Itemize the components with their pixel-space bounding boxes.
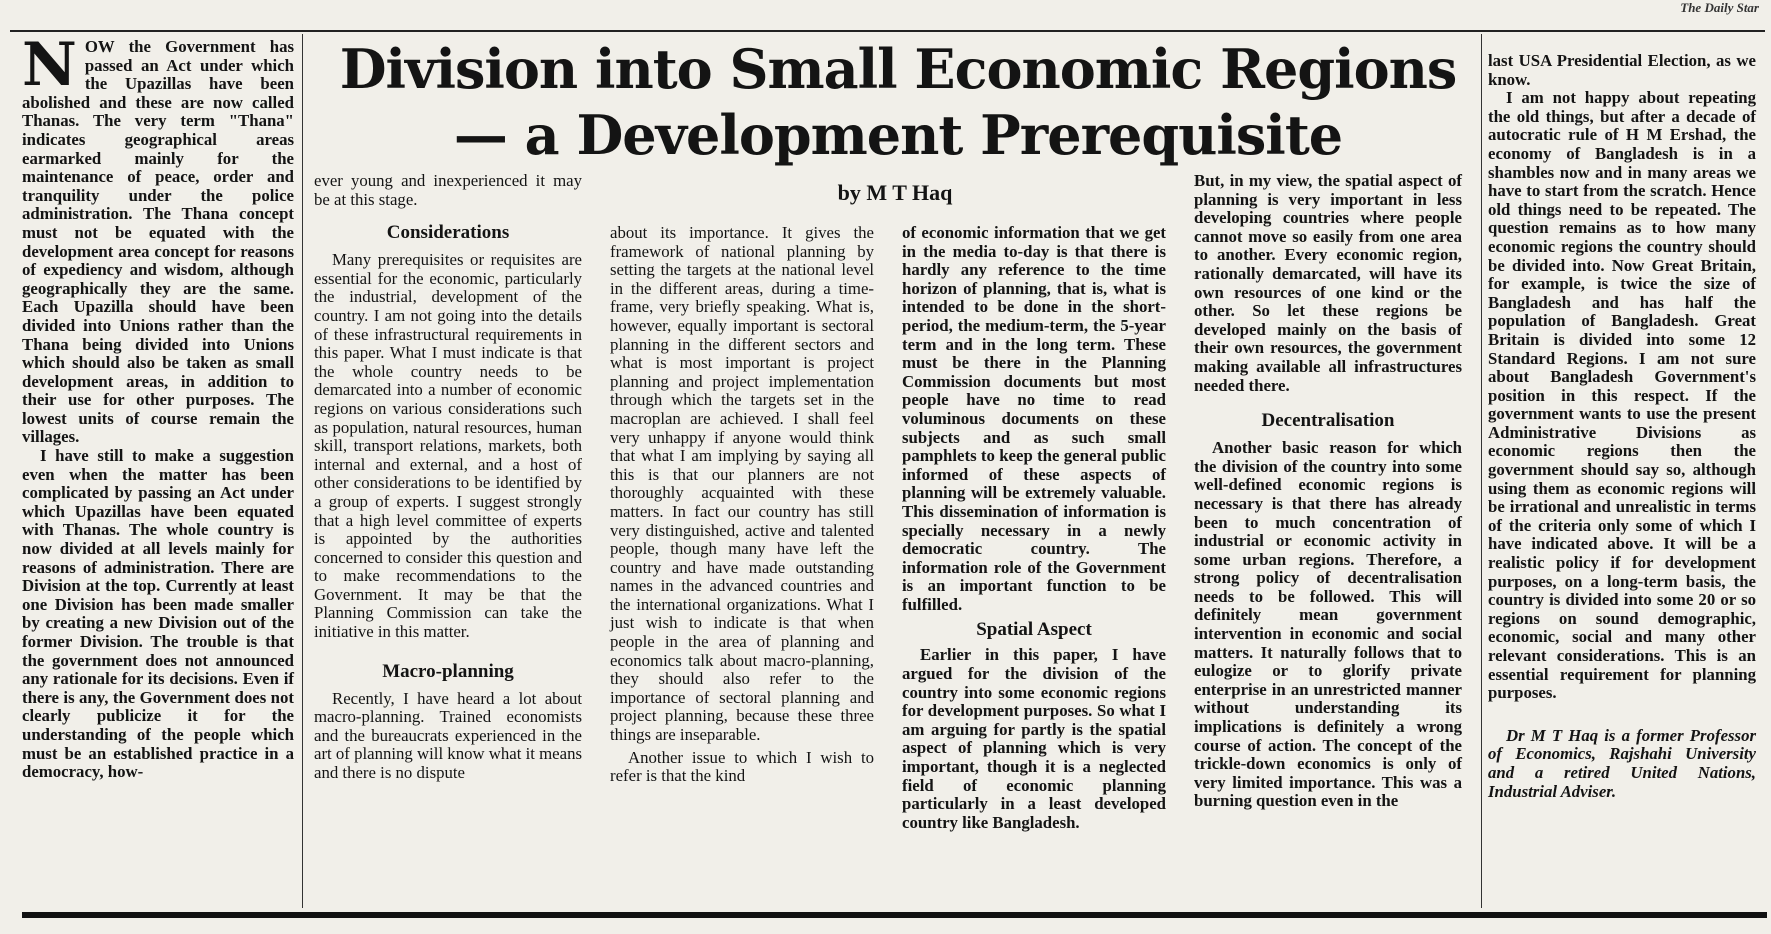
- paragraph: Another issue to which I wish to refer is that the kind: [610, 747, 874, 786]
- article-column-4: [902, 224, 1166, 832]
- byline: by M T Haq: [837, 180, 953, 205]
- article-column-5: [1194, 172, 1462, 811]
- paragraph: Recently, I have heard a lot about macro-planning. Trained economists and the bureaucrats experienced in the art of planning will know what it means and there is no dispute: [314, 688, 582, 783]
- headline-line-1: Division into Small Economic Regions: [339, 37, 1457, 101]
- column-divider: [1481, 34, 1482, 908]
- paragraph: of economic information that we get in the media to-day is that there is hardly any reference to the time horizon of planning, that is, what is intended to be done in the short-period, the medium-term, the 5-year term and in the long term. These must be there in the Planning Commission documents but most people have no time to read voluminous documents on these subjects and as such small pamphlets to keep the general public informed of these aspects of planning will be extremely valuable. This dissemination of information is specially necessary in a newly democratic country. The information role of the Government is an important function to be fulfilled.: [902, 223, 1166, 614]
- headline: [318, 36, 1478, 168]
- paragraph: ever young and inexperienced it may be at this stage.: [314, 171, 582, 209]
- article-column-3: [610, 224, 874, 786]
- article-column-2: [314, 172, 582, 783]
- masthead: The Daily Star: [1680, 0, 1759, 15]
- column-divider: [302, 34, 303, 908]
- subheading-decentralisation: Decentralisation: [1261, 410, 1395, 432]
- subheading-considerations: Considerations: [386, 222, 510, 244]
- paragraph: But, in my view, the spatial aspect of planning is very important in less developing countries where people cannot move so easily from one area to another. Every economic region, rationally demarcated, will have its own resources of one kind or the other. So let these regions be developed mainly on the basis of their own resources, the government making available all infrastructures needed there.: [1194, 171, 1462, 395]
- paragraph: about its importance. It gives the framework of national planning by setting the targets at the national level in the different areas, during a time-frame, very briefly speaking. What is, however, equally important is sectoral planning in the different sectors and what is most important is project planning and project implementation through which the targets set in the macroplan are achieved. I shall feel very unhappy if anyone would think that what I am implying by saying all this is that our planners are not thoroughly acquainted with these matters. In fact our country has still very distinguished, active and talented people, though many have left the country and have made outstanding names in the advanced countries and the international organizations. What I just wish to indicate is that when people in the area of planning and economics talk about macro-planning, they should also refer to the importance of sectoral planning and project planning, because these three things are inseparable.: [610, 223, 874, 745]
- paragraph: Another basic reason for which the division of the country into some well-defined economic regions is necessary is that there has already been to much concentration of industrial or economic activity in some urban regions. Therefore, a strong policy of decentralisation needs to be followed. This will definitely mean government intervention in economic and social matters. It naturally follows that to eulogize or to glorify private enterprise in an unrestricted manner without understanding its implications is definitely a wrong course of action. The concept of the trickle-down economics is only of very limited importance. This was a burning question even in the: [1194, 438, 1462, 811]
- drop-cap: N: [22, 30, 77, 100]
- paragraph: I have still to make a suggestion even when the matter has been complicated by passing an Act under which Upazillas have been equated with Thanas. The whole country is now divided at all levels mainly for reasons of administration. There are Division at the top. Currently at least one Division has been made smaller by creating a new Division out of the former Division. The trouble is that the government does not announced any rationale for its decisions. Even if there is any, the Government does not clearly publicize it for the understanding of the people which must be an established practice in a democracy, how-: [22, 446, 294, 782]
- subheading-macro-planning: Macro-planning: [382, 660, 514, 682]
- paragraph: Many prerequisites or requisites are essential for the economic, particularly the industrial, development of the country. I am not going into the details of these infrastructural requirements in this paper. What I must indicate is that the whole country needs to be demarcated into a number of economic regions on various considerations such as population, natural resources, human skill, transport relations, markets, both internal and external, and a host of other considerations to be identified by a group of experts. I suggest strongly that a high level committee of experts is appointed by the authorities concerned to consider this question and to make recommendations to the Government. It may be that the Planning Commission can take the initiative in this matter.: [314, 250, 582, 642]
- bottom-rule: [22, 912, 1767, 918]
- paragraph-text: OW the Government has passed an Act under which the Upazillas have been abolished and these are now called Thanas. The very term "Thana" indicates geographical areas earmarked mainly for the maintenance of peace, order and tranquility under the police administration. The Thana concept must not be equated with the development area concept for reasons of expediency and wisdom, although geographically they are the same. Each Upazilla should have been divided into Unions rather than the Thana being divided into Unions which should also be taken as small development areas, in addition to their use for other purposes. The lowest units of course remain the villages.: [22, 37, 294, 447]
- paragraph: Earlier in this paper, I have argued for the division of the country into some economic regions for development purposes. So what I am arguing for partly is the spatial aspect of planning which is very important, though it is a neglected field of economic planning particularly in a least developed country like Bangladesh.: [902, 645, 1166, 832]
- article-column-1: [22, 30, 294, 782]
- headline-line-2: — a Development Prerequisite: [453, 103, 1343, 167]
- paragraph: I am not happy about repeating the old things, but after a decade of autocratic rule of H M Ershad, the economy of Bangladesh is in a shambles now and in many areas we have to start from the scratch. Hence old things need to be repeated. The question remains as to how many economic regions the country should be divided into. Now Great Britain, for example, is twice the size of Bangladesh and has half the population of Bangladesh. Great Britain is divided into some 12 Standard Regions. I am not sure about Bangladesh Government's position in this respect. If the government wants to use the present Administrative Divisions as economic regions then the government should say so, although using them as economic regions will be irrational and unrealistic in terms of the criteria only some of which I have indicated above. It will be a realistic policy if for development purposes, on a long-term basis, the country is divided into some 20 or so regions on sound demographic, economic, social and many other relevant considerations. This is an essential requirement for planning purposes.: [1488, 88, 1756, 703]
- paragraph: last USA Presidential Election, as we know.: [1488, 51, 1756, 89]
- top-rule: [10, 30, 1765, 32]
- subheading-spatial-aspect: Spatial Aspect: [976, 619, 1092, 641]
- author-note: Dr M T Haq is a former Professor of Economics, Rajshahi University and a retired United Nations, Industrial Adviser.: [1488, 725, 1756, 801]
- paragraph: [22, 30, 294, 447]
- article-column-6: [1488, 52, 1756, 801]
